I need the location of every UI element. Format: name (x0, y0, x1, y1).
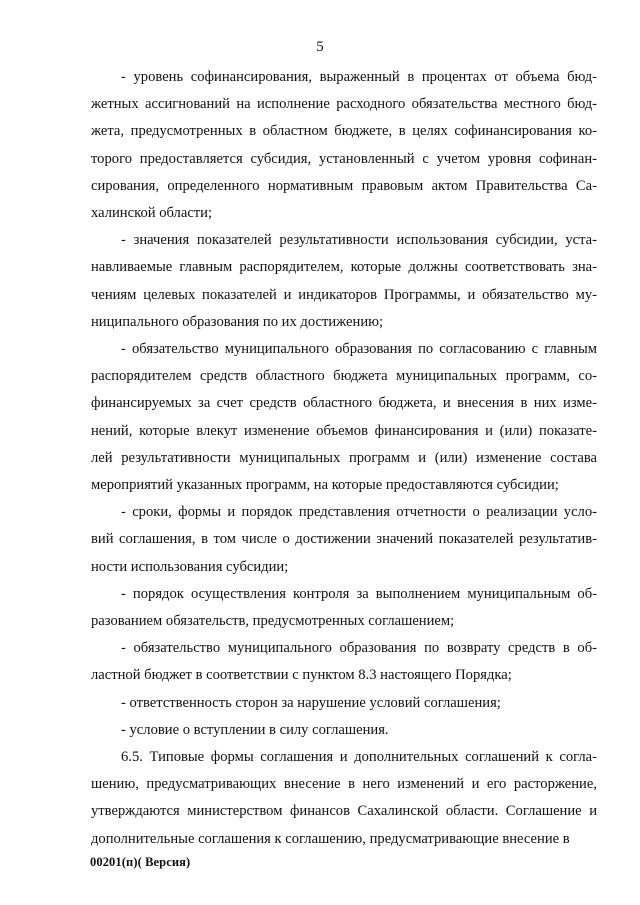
text-line: разованием обязательств, предусмотренных соглашением; (91, 613, 455, 630)
text-line: чениям целевых показателей и индикаторов Программы, и обязательство му- (91, 286, 597, 303)
paragraph (91, 635, 597, 689)
text-line: - условие о вступлении в силу соглашения. (121, 721, 389, 738)
text-line: ниципального образования по их достижению; (91, 313, 384, 330)
text-line: - обязательство муниципального образования по согласованию с главным (121, 341, 597, 358)
text-line: дополнительные соглашения к соглашению, предусматривающие внесение в (91, 830, 570, 847)
text-line: 6.5. Типовые формы соглашения и дополнительных соглашений к согла- (121, 749, 597, 766)
paragraph (91, 581, 597, 635)
text-line: шению, предусматривающих внесение в него изменений и его расторжение, (91, 776, 597, 793)
document-footer-code: 00201(п)( Версия) (90, 855, 191, 869)
text-line: финансируемых за счет средств областного бюджета, и внесения в них изме- (91, 395, 597, 412)
paragraph (91, 336, 597, 499)
page-number: 5 (316, 39, 324, 55)
document-body (91, 64, 597, 853)
text-line: распорядителем средств областного бюджета муниципальных программ, со- (91, 368, 597, 385)
text-line: нений, которые влекут изменение объемов финансирования и (или) показате- (91, 422, 597, 439)
text-line: жета, предусмотренных в областном бюджете, в целях софинансирования ко- (91, 123, 597, 140)
paragraph (91, 690, 597, 717)
text-line: - уровень софинансирования, выраженный в процентах от объема бюд- (121, 69, 597, 85)
text-line: жетных ассигнований на исполнение расходного обязательства местного бюд- (91, 96, 597, 113)
text-line: - порядок осуществления контроля за выполнением муниципальным об- (121, 585, 597, 602)
paragraph (91, 499, 597, 581)
paragraph (91, 64, 597, 227)
paragraph (91, 717, 597, 744)
text-line: халинской области; (91, 205, 213, 222)
text-line: ластной бюджет в соответствии с пунктом 8.3 настоящего Порядка; (91, 667, 512, 684)
text-line: ности использования субсидии; (91, 558, 289, 575)
text-line: сирования, определенного нормативным правовым актом Правительства Са- (91, 177, 597, 194)
text-line: утверждаются министерством финансов Сахалинской области. Соглашение и (91, 803, 597, 820)
text-line: - обязательство муниципального образования по возврату средств в об- (121, 640, 597, 657)
text-line: торого предоставляется субсидия, установленный с учетом уровня софинан- (91, 150, 597, 167)
text-line: навливаемые главным распорядителем, которые должны соответствовать зна- (91, 259, 597, 276)
text-line: вий соглашения, в том числе о достижении значений показателей результатив- (91, 531, 597, 548)
text-line: - сроки, формы и порядок представления отчетности о реализации усло- (121, 504, 597, 521)
text-line: мероприятий указанных программ, на которые предоставляются субсидии; (91, 477, 559, 494)
text-line: лей результативности муниципальных программ и (или) изменение состава (91, 449, 597, 466)
paragraph (91, 744, 597, 853)
paragraph (91, 227, 597, 336)
text-line: - ответственность сторон за нарушение условий соглашения; (121, 694, 501, 711)
text-line: - значения показателей результативности использования субсидии, уста- (121, 232, 597, 249)
